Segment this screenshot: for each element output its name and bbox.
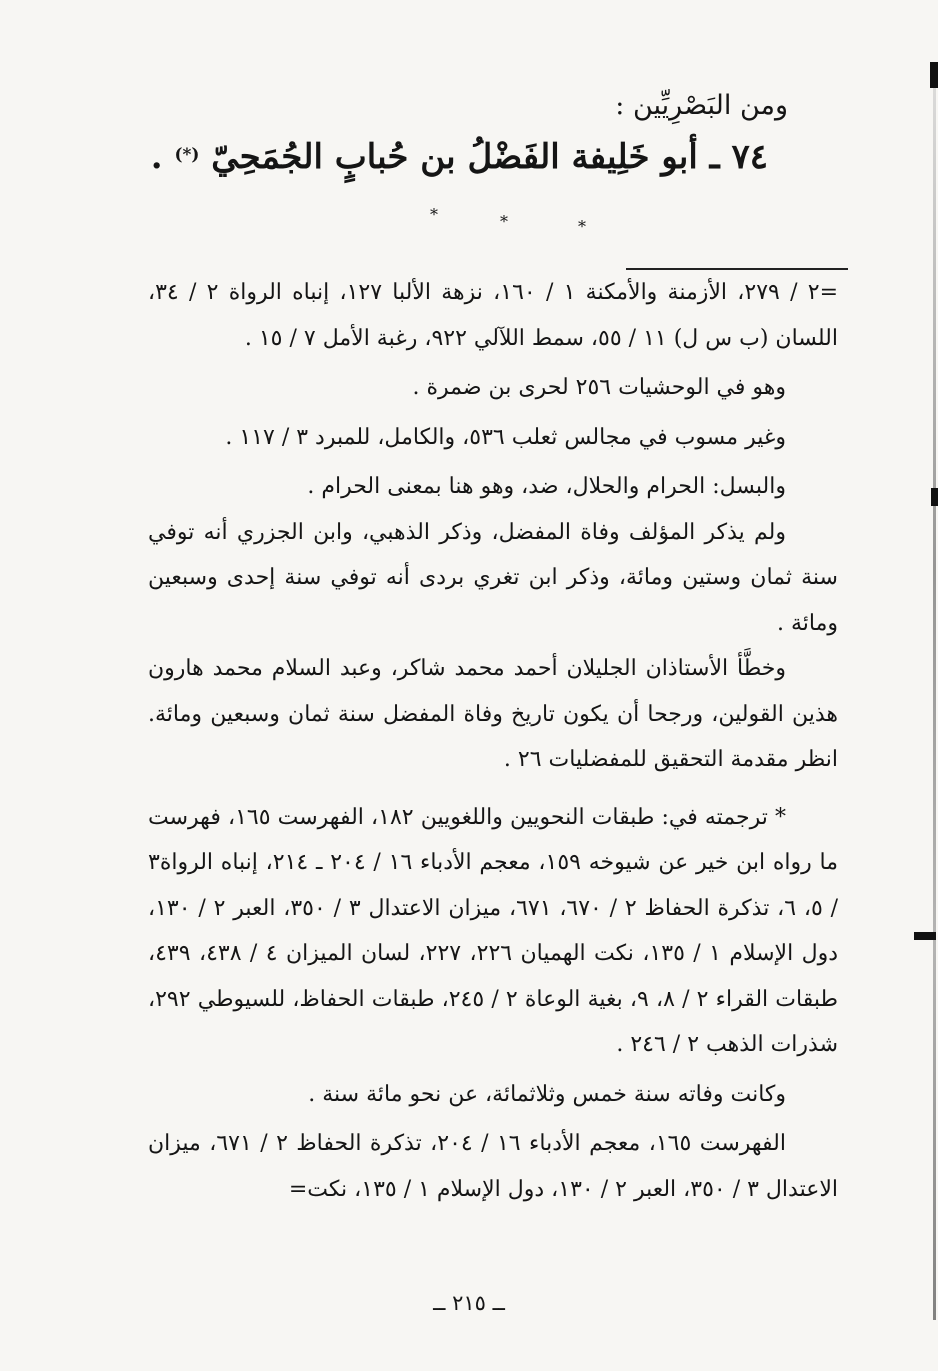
asterisk-1: *	[430, 205, 438, 224]
binding-mark-left	[914, 932, 936, 940]
scan-binding-edge	[933, 70, 936, 1320]
binding-mark-top	[930, 62, 938, 88]
sources-continued-note: الفهرست ١٦٥، معجم الأدباء ١٦ / ٢٠٤، تذكرة الحفاظ ٢ / ٦٧١، ميزان الاعتدال ٣ / ٣٥٠، العبر ٢ / ١٣٠، دول الإسلام ١ / ١٣٥، نكت=	[148, 1131, 838, 1202]
footnote-paragraph: ولم يذكر المؤلف وفاة المفضل، وذكر الذهبي، وابن الجزري أنه توفي سنة ثمان وستين ومائة، وذكر ابن تغري بردى أنه توفي سنة إحدى وسبعين ومائة .	[148, 519, 838, 636]
asterisk-2: *	[500, 212, 508, 231]
footnote-paragraph: وخطَّأ الأستاذان الجليلان أحمد محمد شاكر، وعبد السلام محمد هارون هذين القولين، ورجحا أن يكون تاريخ وفاة المفضل سنة ثمان وسبعين ومائة. انظر مقدمة التحقيق للمفضليات ٢٦ .	[148, 656, 838, 772]
entry-name: أبو خَلِيفة الفَضْلُ بن حُبابٍ الجُمَحِيّ	[211, 137, 698, 177]
biography-sources-note: * ترجمته في: طبقات النحويين واللغويين ١٨٢، الفهرست ١٦٥، فهرست ما رواه ابن خير عن شيوخه ١٥٩، معجم الأدباء ١٦ / ٢٠٤ ـ ٢١٤، إنباه الرواة٣ / ٥، ٦، تذكرة الحفاظ ٢ / ٦٧٠، ٦٧١، ميزان الاعتدال ٣ / ٣٥٠، العبر ٢ / ١٣٠، دول الإسلام ١ / ١٣٥، نكت الهميان ٢٢٦، ٢٢٧، لسان الميزان ٤ / ٤٣٨، ٤٣٩، طبقات القراء ٢ / ٨، ٩، بغية الوعاة ٢ / ٢٤٥، طبقات الحفاظ، للسيوطي ٢٩٢، شذرات الذهب ٢ / ٢٤٦ .	[148, 804, 839, 1057]
entry-title	[151, 132, 768, 182]
footnote-paragraph: والبسل: الحرام والحلال، ضد، وهو هنا بمعنى الحرام .	[307, 474, 786, 499]
entry-trailing-dot: .	[150, 137, 163, 177]
section-label: ومن البَصْرِيِّين :	[615, 90, 788, 121]
footnote-paragraph: وهو في الوحشيات ٢٥٦ لحرى بن ضمرة .	[412, 375, 786, 400]
binding-mark-middle	[931, 488, 938, 506]
footnotes-block	[148, 270, 838, 1212]
death-note: وكانت وفاته سنة خمس وثلاثمائة، عن نحو مائة سنة .	[308, 1081, 786, 1107]
entry-number: ٧٤ ـ	[709, 137, 768, 177]
asterism-separator	[400, 205, 620, 235]
footnote-continuation: =٢ / ٢٧٩، الأزمنة والأمكنة ١ / ١٦٠، نزهة الألبا ١٢٧، إنباه الرواة ٢ / ٣٤، اللسان (ب س ل) ١١ / ٥٥، سمط اللآلي ٩٢٢، رغبة الأمل ٧ / ١٥ .	[148, 280, 838, 351]
asterisk-3: *	[578, 217, 586, 236]
page-number: ــ ٢١٥ ــ	[433, 1291, 505, 1315]
footnote-marker: (*)	[174, 145, 200, 165]
footnote-paragraph: وغير مسوب في مجالس ثعلب ٥٣٦، والكامل، للمبرد ٣ / ١١٧ .	[225, 424, 786, 450]
